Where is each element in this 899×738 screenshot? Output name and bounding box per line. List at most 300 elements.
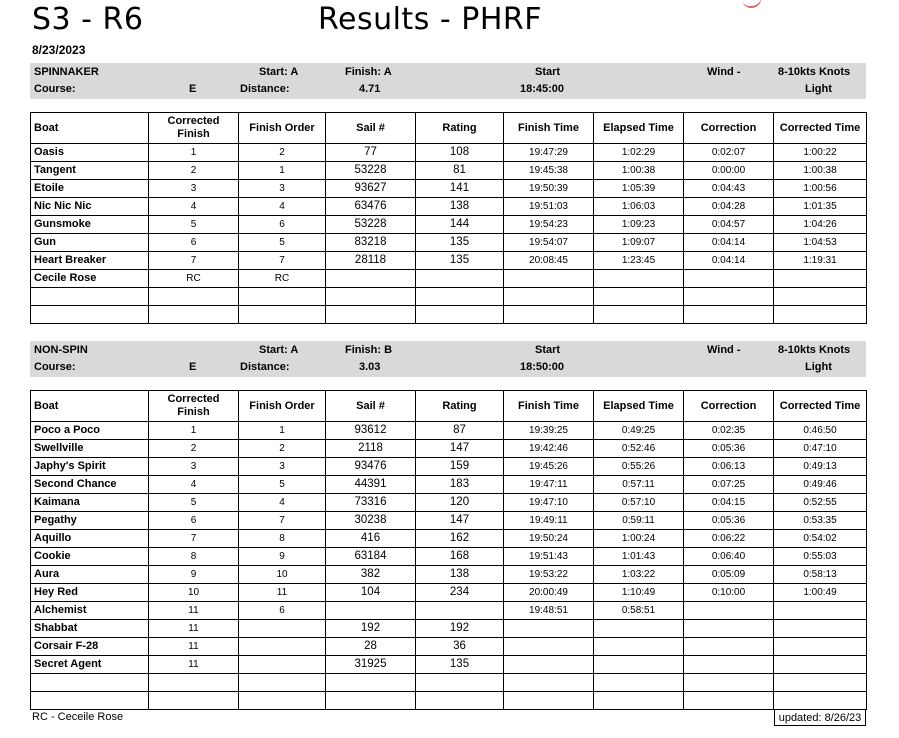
distance-value: 3.03 <box>359 361 381 373</box>
table-row <box>31 288 867 306</box>
cell-rating: 234 <box>416 584 504 602</box>
cell-finish-time: 19:53:22 <box>504 566 594 584</box>
cell-corrected-time: 0:55:03 <box>774 548 867 566</box>
cell-elapsed-time: 0:59:11 <box>594 512 684 530</box>
cell-boat: Tangent <box>31 162 149 180</box>
cell-rating: 159 <box>416 458 504 476</box>
cell-rating: 120 <box>416 494 504 512</box>
cell-finish-order: 8 <box>239 530 326 548</box>
start-line: Start: A <box>259 344 299 356</box>
cell-sail-number: 2118 <box>326 440 416 458</box>
cell-boat: Oasis <box>31 144 149 162</box>
cell-corrected-time: 1:00:22 <box>774 144 867 162</box>
cell-corrected-finish: 6 <box>149 234 239 252</box>
cell-finish-order: 7 <box>239 252 326 270</box>
cell-correction: 0:05:36 <box>684 512 774 530</box>
cell-finish-order: 9 <box>239 548 326 566</box>
finish-line: Finish: B <box>345 344 393 356</box>
table-row <box>31 494 867 512</box>
series-title: S3 - R6 <box>32 2 144 37</box>
cell-boat <box>31 674 149 692</box>
cell-corrected-time: 1:01:35 <box>774 198 867 216</box>
cell-elapsed-time: 0:55:26 <box>594 458 684 476</box>
cell-rating: 147 <box>416 440 504 458</box>
cell-correction <box>684 638 774 656</box>
start-time-value: 18:45:00 <box>520 83 565 95</box>
cell-rating: 168 <box>416 548 504 566</box>
cell-finish-order: 3 <box>239 180 326 198</box>
cell-boat: Aquillo <box>31 530 149 548</box>
rc-note: RC - Ceceile Rose <box>32 711 124 723</box>
cell-boat <box>31 306 149 324</box>
cell-correction: 0:04:14 <box>684 252 774 270</box>
cell-elapsed-time <box>594 620 684 638</box>
cell-correction: 0:04:57 <box>684 216 774 234</box>
cell-corrected-finish: 3 <box>149 458 239 476</box>
cell-corrected-finish: 11 <box>149 602 239 620</box>
column-header-corrected-time: Corrected Time <box>774 113 867 144</box>
table-row <box>31 306 867 324</box>
cell-finish-order: 5 <box>239 234 326 252</box>
column-header-rating: Rating <box>416 391 504 422</box>
cell-boat: Nic Nic Nic <box>31 198 149 216</box>
table-row <box>31 198 867 216</box>
distance-label: Distance: <box>240 83 290 95</box>
cell-elapsed-time <box>594 656 684 674</box>
cell-correction: 0:06:22 <box>684 530 774 548</box>
finish-line: Finish: A <box>345 66 392 78</box>
cell-sail-number: 382 <box>326 566 416 584</box>
cell-boat: Second Chance <box>31 476 149 494</box>
table-row <box>31 620 867 638</box>
cell-corrected-finish: RC <box>149 270 239 288</box>
table-row <box>31 234 867 252</box>
cell-correction <box>684 288 774 306</box>
cell-finish-order <box>239 692 326 710</box>
cell-rating: 135 <box>416 656 504 674</box>
cell-rating: 135 <box>416 234 504 252</box>
cell-finish-time: 19:47:11 <box>504 476 594 494</box>
cell-corrected-time: 0:52:55 <box>774 494 867 512</box>
cell-sail-number: 77 <box>326 144 416 162</box>
cell-rating: 81 <box>416 162 504 180</box>
cell-elapsed-time: 0:57:10 <box>594 494 684 512</box>
cell-elapsed-time: 1:02:29 <box>594 144 684 162</box>
cell-sail-number: 83218 <box>326 234 416 252</box>
class-name: NON-SPIN <box>34 344 88 356</box>
cell-corrected-time <box>774 692 867 710</box>
cell-corrected-finish <box>149 288 239 306</box>
column-header-rating: Rating <box>416 113 504 144</box>
cell-rating <box>416 288 504 306</box>
cell-rating: 138 <box>416 198 504 216</box>
cell-finish-time <box>504 306 594 324</box>
distance-value: 4.71 <box>359 83 381 95</box>
cell-finish-time <box>504 674 594 692</box>
cell-finish-time <box>504 638 594 656</box>
cell-boat: Shabbat <box>31 620 149 638</box>
start-line: Start: A <box>259 66 299 78</box>
cell-boat: Cecile Rose <box>31 270 149 288</box>
cell-corrected-time <box>774 270 867 288</box>
cell-finish-order <box>239 288 326 306</box>
updated-stamp: updated: 8/26/23 <box>774 709 866 726</box>
cell-corrected-time: 1:04:26 <box>774 216 867 234</box>
cell-correction: 0:02:35 <box>684 422 774 440</box>
cell-rating <box>416 602 504 620</box>
cell-elapsed-time: 1:23:45 <box>594 252 684 270</box>
cell-finish-time: 19:51:03 <box>504 198 594 216</box>
cell-finish-order: 4 <box>239 494 326 512</box>
nonspin-results-table <box>30 390 867 710</box>
table-row <box>31 144 867 162</box>
page-title: Results - PHRF <box>318 2 542 37</box>
cell-corrected-finish: 5 <box>149 216 239 234</box>
table-row <box>31 458 867 476</box>
cell-finish-time <box>504 692 594 710</box>
cell-elapsed-time: 1:00:38 <box>594 162 684 180</box>
course-value: E <box>189 361 197 373</box>
cell-corrected-finish: 11 <box>149 638 239 656</box>
cell-rating: 144 <box>416 216 504 234</box>
cell-corrected-finish: 10 <box>149 584 239 602</box>
cell-elapsed-time: 1:10:49 <box>594 584 684 602</box>
cell-finish-time: 19:50:39 <box>504 180 594 198</box>
cell-boat: Secret Agent <box>31 656 149 674</box>
cell-rating: 135 <box>416 252 504 270</box>
table-row <box>31 548 867 566</box>
cell-sail-number: 53228 <box>326 216 416 234</box>
cell-boat: Gunsmoke <box>31 216 149 234</box>
table-row <box>31 216 867 234</box>
cell-correction: 0:00:00 <box>684 162 774 180</box>
table-row <box>31 476 867 494</box>
cell-sail-number <box>326 288 416 306</box>
cell-correction: 0:07:25 <box>684 476 774 494</box>
cell-finish-time: 19:45:26 <box>504 458 594 476</box>
cell-finish-time <box>504 270 594 288</box>
cell-corrected-finish <box>149 692 239 710</box>
table-row <box>31 584 867 602</box>
cell-rating: 162 <box>416 530 504 548</box>
cell-corrected-time: 0:47:10 <box>774 440 867 458</box>
cell-correction: 0:04:15 <box>684 494 774 512</box>
cell-finish-order: 6 <box>239 602 326 620</box>
cell-finish-time: 19:54:07 <box>504 234 594 252</box>
cell-correction: 0:04:43 <box>684 180 774 198</box>
cell-finish-time: 19:47:29 <box>504 144 594 162</box>
course-label: Course: <box>34 83 76 95</box>
cell-sail-number: 63184 <box>326 548 416 566</box>
cell-sail-number: 416 <box>326 530 416 548</box>
cell-finish-time: 19:42:46 <box>504 440 594 458</box>
cell-finish-time <box>504 656 594 674</box>
table-row <box>31 422 867 440</box>
cell-finish-order: 10 <box>239 566 326 584</box>
cell-sail-number <box>326 674 416 692</box>
header-row <box>31 391 867 422</box>
cell-finish-time <box>504 620 594 638</box>
column-header-finish-order: Finish Order <box>239 391 326 422</box>
cell-sail-number: 63476 <box>326 198 416 216</box>
cell-corrected-time: 0:53:35 <box>774 512 867 530</box>
column-header-elapsed-time: Elapsed Time <box>594 113 684 144</box>
cell-corrected-finish: 7 <box>149 252 239 270</box>
cell-corrected-finish: 2 <box>149 162 239 180</box>
column-header-corrected-finish: Corrected Finish <box>149 391 239 422</box>
column-header-sail-number: Sail # <box>326 391 416 422</box>
cell-boat: Aura <box>31 566 149 584</box>
cell-corrected-time <box>774 306 867 324</box>
column-header-correction: Correction <box>684 391 774 422</box>
cell-sail-number: 93612 <box>326 422 416 440</box>
cell-finish-order: 7 <box>239 512 326 530</box>
cell-finish-time: 19:50:24 <box>504 530 594 548</box>
cell-sail-number <box>326 602 416 620</box>
cell-sail-number: 30238 <box>326 512 416 530</box>
cell-finish-order: 4 <box>239 198 326 216</box>
cell-correction: 0:06:13 <box>684 458 774 476</box>
cell-corrected-finish: 7 <box>149 530 239 548</box>
cell-elapsed-time <box>594 638 684 656</box>
class-name: SPINNAKER <box>34 66 99 78</box>
cell-finish-order <box>239 674 326 692</box>
cell-sail-number <box>326 270 416 288</box>
cell-finish-order: 6 <box>239 216 326 234</box>
cell-sail-number: 28 <box>326 638 416 656</box>
cell-finish-time: 19:45:38 <box>504 162 594 180</box>
cell-finish-order <box>239 620 326 638</box>
cell-corrected-time <box>774 656 867 674</box>
cell-finish-order: 11 <box>239 584 326 602</box>
cell-correction <box>684 692 774 710</box>
cell-corrected-time: 1:00:56 <box>774 180 867 198</box>
cell-elapsed-time: 1:05:39 <box>594 180 684 198</box>
cell-corrected-time: 0:49:46 <box>774 476 867 494</box>
table-row <box>31 692 867 710</box>
wind-label: Wind - <box>707 66 741 78</box>
cell-finish-time: 20:00:49 <box>504 584 594 602</box>
cell-corrected-finish <box>149 674 239 692</box>
cell-sail-number: 104 <box>326 584 416 602</box>
spin-info-band <box>30 63 866 99</box>
cell-corrected-finish: 11 <box>149 620 239 638</box>
cell-correction <box>684 674 774 692</box>
cell-corrected-finish: 3 <box>149 180 239 198</box>
cell-elapsed-time: 0:57:11 <box>594 476 684 494</box>
cell-corrected-time: 0:54:02 <box>774 530 867 548</box>
column-header-finish-time: Finish Time <box>504 113 594 144</box>
cell-corrected-time: 1:00:38 <box>774 162 867 180</box>
cell-finish-order: 2 <box>239 144 326 162</box>
column-header-elapsed-time: Elapsed Time <box>594 391 684 422</box>
table-row <box>31 180 867 198</box>
cell-boat: Poco a Poco <box>31 422 149 440</box>
table-row <box>31 530 867 548</box>
spinnaker-results-table <box>30 112 867 324</box>
wind-desc: Light <box>805 83 832 95</box>
table-row <box>31 252 867 270</box>
cell-correction <box>684 620 774 638</box>
cell-corrected-time: 1:19:31 <box>774 252 867 270</box>
corner-mark <box>741 0 763 10</box>
cell-corrected-time <box>774 288 867 306</box>
table-row <box>31 602 867 620</box>
cell-elapsed-time: 0:58:51 <box>594 602 684 620</box>
table-row <box>31 638 867 656</box>
cell-finish-order: RC <box>239 270 326 288</box>
cell-correction: 0:04:14 <box>684 234 774 252</box>
cell-correction: 0:05:36 <box>684 440 774 458</box>
cell-finish-order: 1 <box>239 422 326 440</box>
cell-corrected-time: 0:49:13 <box>774 458 867 476</box>
cell-finish-time: 19:39:25 <box>504 422 594 440</box>
cell-finish-order <box>239 656 326 674</box>
column-header-boat: Boat <box>31 113 149 144</box>
cell-rating: 36 <box>416 638 504 656</box>
cell-boat: Corsair F-28 <box>31 638 149 656</box>
cell-finish-order: 2 <box>239 440 326 458</box>
cell-rating <box>416 270 504 288</box>
cell-finish-time: 19:51:43 <box>504 548 594 566</box>
cell-correction: 0:04:28 <box>684 198 774 216</box>
cell-correction: 0:10:00 <box>684 584 774 602</box>
table-row <box>31 566 867 584</box>
cell-boat: Alchemist <box>31 602 149 620</box>
cell-corrected-time <box>774 638 867 656</box>
cell-corrected-time <box>774 674 867 692</box>
cell-boat <box>31 288 149 306</box>
cell-rating <box>416 306 504 324</box>
wind-speed: 8-10kts Knots <box>778 344 851 356</box>
table-row <box>31 162 867 180</box>
cell-elapsed-time <box>594 288 684 306</box>
cell-boat: Gun <box>31 234 149 252</box>
cell-corrected-finish: 5 <box>149 494 239 512</box>
table-row <box>31 656 867 674</box>
cell-finish-order: 1 <box>239 162 326 180</box>
cell-corrected-finish: 1 <box>149 422 239 440</box>
cell-corrected-finish: 11 <box>149 656 239 674</box>
cell-rating: 108 <box>416 144 504 162</box>
cell-boat: Swellville <box>31 440 149 458</box>
cell-boat: Heart Breaker <box>31 252 149 270</box>
cell-sail-number <box>326 692 416 710</box>
cell-rating: 147 <box>416 512 504 530</box>
cell-finish-time: 19:54:23 <box>504 216 594 234</box>
column-header-finish-order: Finish Order <box>239 113 326 144</box>
cell-correction <box>684 306 774 324</box>
wind-label: Wind - <box>707 344 741 356</box>
cell-correction: 0:06:40 <box>684 548 774 566</box>
cell-boat: Cookie <box>31 548 149 566</box>
cell-correction: 0:02:07 <box>684 144 774 162</box>
cell-correction: 0:05:09 <box>684 566 774 584</box>
column-header-boat: Boat <box>31 391 149 422</box>
cell-finish-time <box>504 288 594 306</box>
cell-elapsed-time: 1:06:03 <box>594 198 684 216</box>
cell-corrected-time: 0:58:13 <box>774 566 867 584</box>
cell-boat: Hey Red <box>31 584 149 602</box>
cell-finish-order: 5 <box>239 476 326 494</box>
cell-rating: 87 <box>416 422 504 440</box>
cell-finish-order: 3 <box>239 458 326 476</box>
cell-corrected-time <box>774 620 867 638</box>
cell-elapsed-time: 1:09:23 <box>594 216 684 234</box>
cell-corrected-finish: 6 <box>149 512 239 530</box>
cell-corrected-finish <box>149 306 239 324</box>
cell-boat: Pegathy <box>31 512 149 530</box>
cell-sail-number: 93627 <box>326 180 416 198</box>
course-value: E <box>189 83 197 95</box>
cell-elapsed-time <box>594 306 684 324</box>
cell-rating <box>416 674 504 692</box>
cell-corrected-time: 0:46:50 <box>774 422 867 440</box>
cell-elapsed-time: 1:00:24 <box>594 530 684 548</box>
start-time-label: Start <box>535 344 561 356</box>
cell-finish-time: 20:08:45 <box>504 252 594 270</box>
wind-desc: Light <box>805 361 832 373</box>
cell-corrected-finish: 9 <box>149 566 239 584</box>
table-row <box>31 674 867 692</box>
cell-sail-number: 44391 <box>326 476 416 494</box>
cell-corrected-time: 1:04:53 <box>774 234 867 252</box>
table-row <box>31 512 867 530</box>
cell-boat <box>31 692 149 710</box>
cell-sail-number: 31925 <box>326 656 416 674</box>
wind-speed: 8-10kts Knots <box>778 66 851 78</box>
cell-correction <box>684 602 774 620</box>
cell-elapsed-time: 1:03:22 <box>594 566 684 584</box>
cell-rating <box>416 692 504 710</box>
distance-label: Distance: <box>240 361 290 373</box>
cell-finish-time: 19:47:10 <box>504 494 594 512</box>
cell-elapsed-time <box>594 692 684 710</box>
race-date: 8/23/2023 <box>32 43 86 57</box>
cell-elapsed-time: 0:52:46 <box>594 440 684 458</box>
cell-finish-time: 19:49:11 <box>504 512 594 530</box>
cell-elapsed-time: 1:09:07 <box>594 234 684 252</box>
cell-corrected-finish: 4 <box>149 476 239 494</box>
column-header-corrected-finish: Corrected Finish <box>149 113 239 144</box>
cell-correction <box>684 656 774 674</box>
cell-elapsed-time <box>594 674 684 692</box>
cell-correction <box>684 270 774 288</box>
cell-rating: 183 <box>416 476 504 494</box>
cell-corrected-finish: 4 <box>149 198 239 216</box>
cell-sail-number: 93476 <box>326 458 416 476</box>
cell-sail-number: 192 <box>326 620 416 638</box>
cell-boat: Japhy's Spirit <box>31 458 149 476</box>
header-row <box>31 113 867 144</box>
cell-elapsed-time: 0:49:25 <box>594 422 684 440</box>
course-label: Course: <box>34 361 76 373</box>
cell-sail-number: 28118 <box>326 252 416 270</box>
column-header-finish-time: Finish Time <box>504 391 594 422</box>
cell-rating: 141 <box>416 180 504 198</box>
column-header-correction: Correction <box>684 113 774 144</box>
cell-rating: 192 <box>416 620 504 638</box>
cell-finish-time: 19:48:51 <box>504 602 594 620</box>
cell-corrected-finish: 2 <box>149 440 239 458</box>
cell-corrected-finish: 1 <box>149 144 239 162</box>
cell-sail-number: 73316 <box>326 494 416 512</box>
cell-finish-order <box>239 638 326 656</box>
table-row <box>31 270 867 288</box>
cell-corrected-time: 1:00:49 <box>774 584 867 602</box>
start-time-value: 18:50:00 <box>520 361 565 373</box>
cell-rating: 138 <box>416 566 504 584</box>
